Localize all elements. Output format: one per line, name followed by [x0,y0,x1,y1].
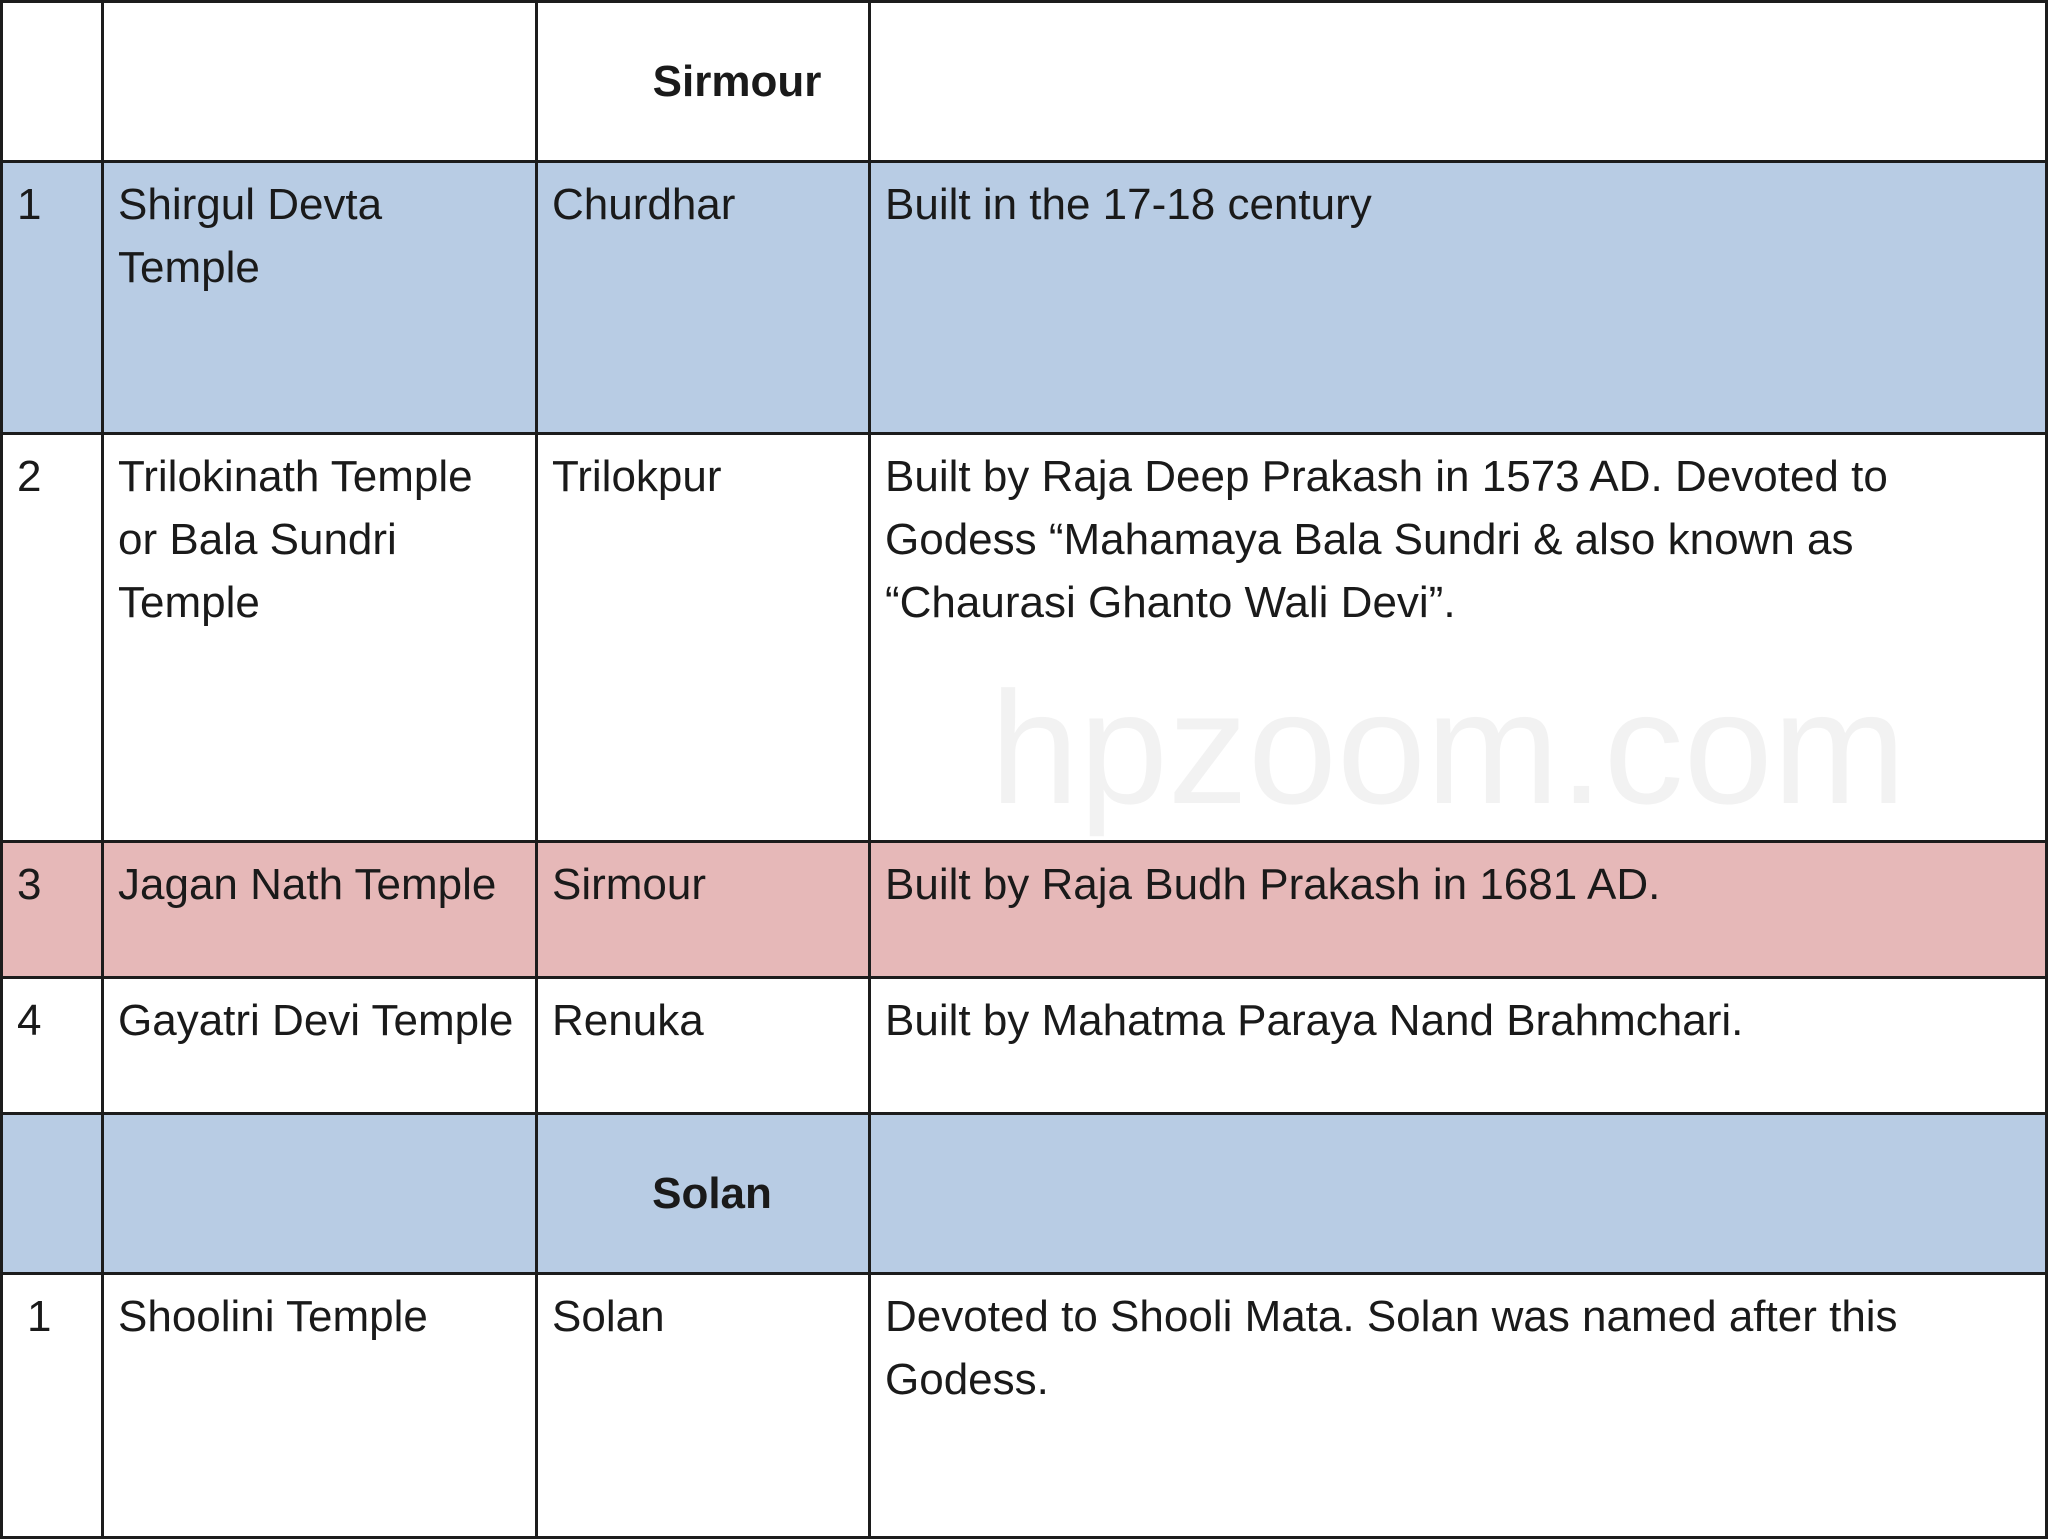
temple-place: Renuka [537,978,870,1114]
empty-cell [2,1114,103,1274]
empty-cell [103,1114,537,1274]
row-number: 1 [2,1274,103,1538]
section-header-row [2,1114,2047,1274]
temple-place: Solan [537,1274,870,1538]
temple-description: Built by Raja Deep Prakash in 1573 AD. Devoted to Godess “Mahamaya Bala Sundri & also known as “Chaurasi Ghanto Wali Devi”. [870,434,2047,842]
temple-name: Gayatri Devi Temple [103,978,537,1114]
row-number: 1 [2,162,103,434]
table-row [2,1274,2047,1538]
row-number: 2 [2,434,103,842]
temple-place: Churdhar [537,162,870,434]
temple-description: Built by Raja Budh Prakash in 1681 AD. [870,842,2047,978]
temple-description: Devoted to Shooli Mata. Solan was named after this Godess. [870,1274,2047,1538]
temple-description: Built in the 17-18 century [870,162,2047,434]
empty-cell [2,2,103,162]
empty-cell [103,2,537,162]
temple-name: Trilokinath Temple or Bala Sundri Temple [103,434,537,842]
temple-name: Shirgul Devta Temple [103,162,537,434]
table-row [2,434,2047,842]
temple-name: Jagan Nath Temple [103,842,537,978]
temple-place: Sirmour [537,842,870,978]
empty-cell [870,1114,2047,1274]
section-heading: Solan [537,1114,870,1274]
table-row [2,842,2047,978]
temple-place: Trilokpur [537,434,870,842]
section-header-row [2,2,2047,162]
temple-description: Built by Mahatma Paraya Nand Brahmchari. [870,978,2047,1114]
table-row [2,162,2047,434]
section-heading: Sirmour [537,2,870,162]
table-row [2,978,2047,1114]
empty-cell [870,2,2047,162]
temple-name: Shoolini Temple [103,1274,537,1538]
row-number: 4 [2,978,103,1114]
row-number: 3 [2,842,103,978]
